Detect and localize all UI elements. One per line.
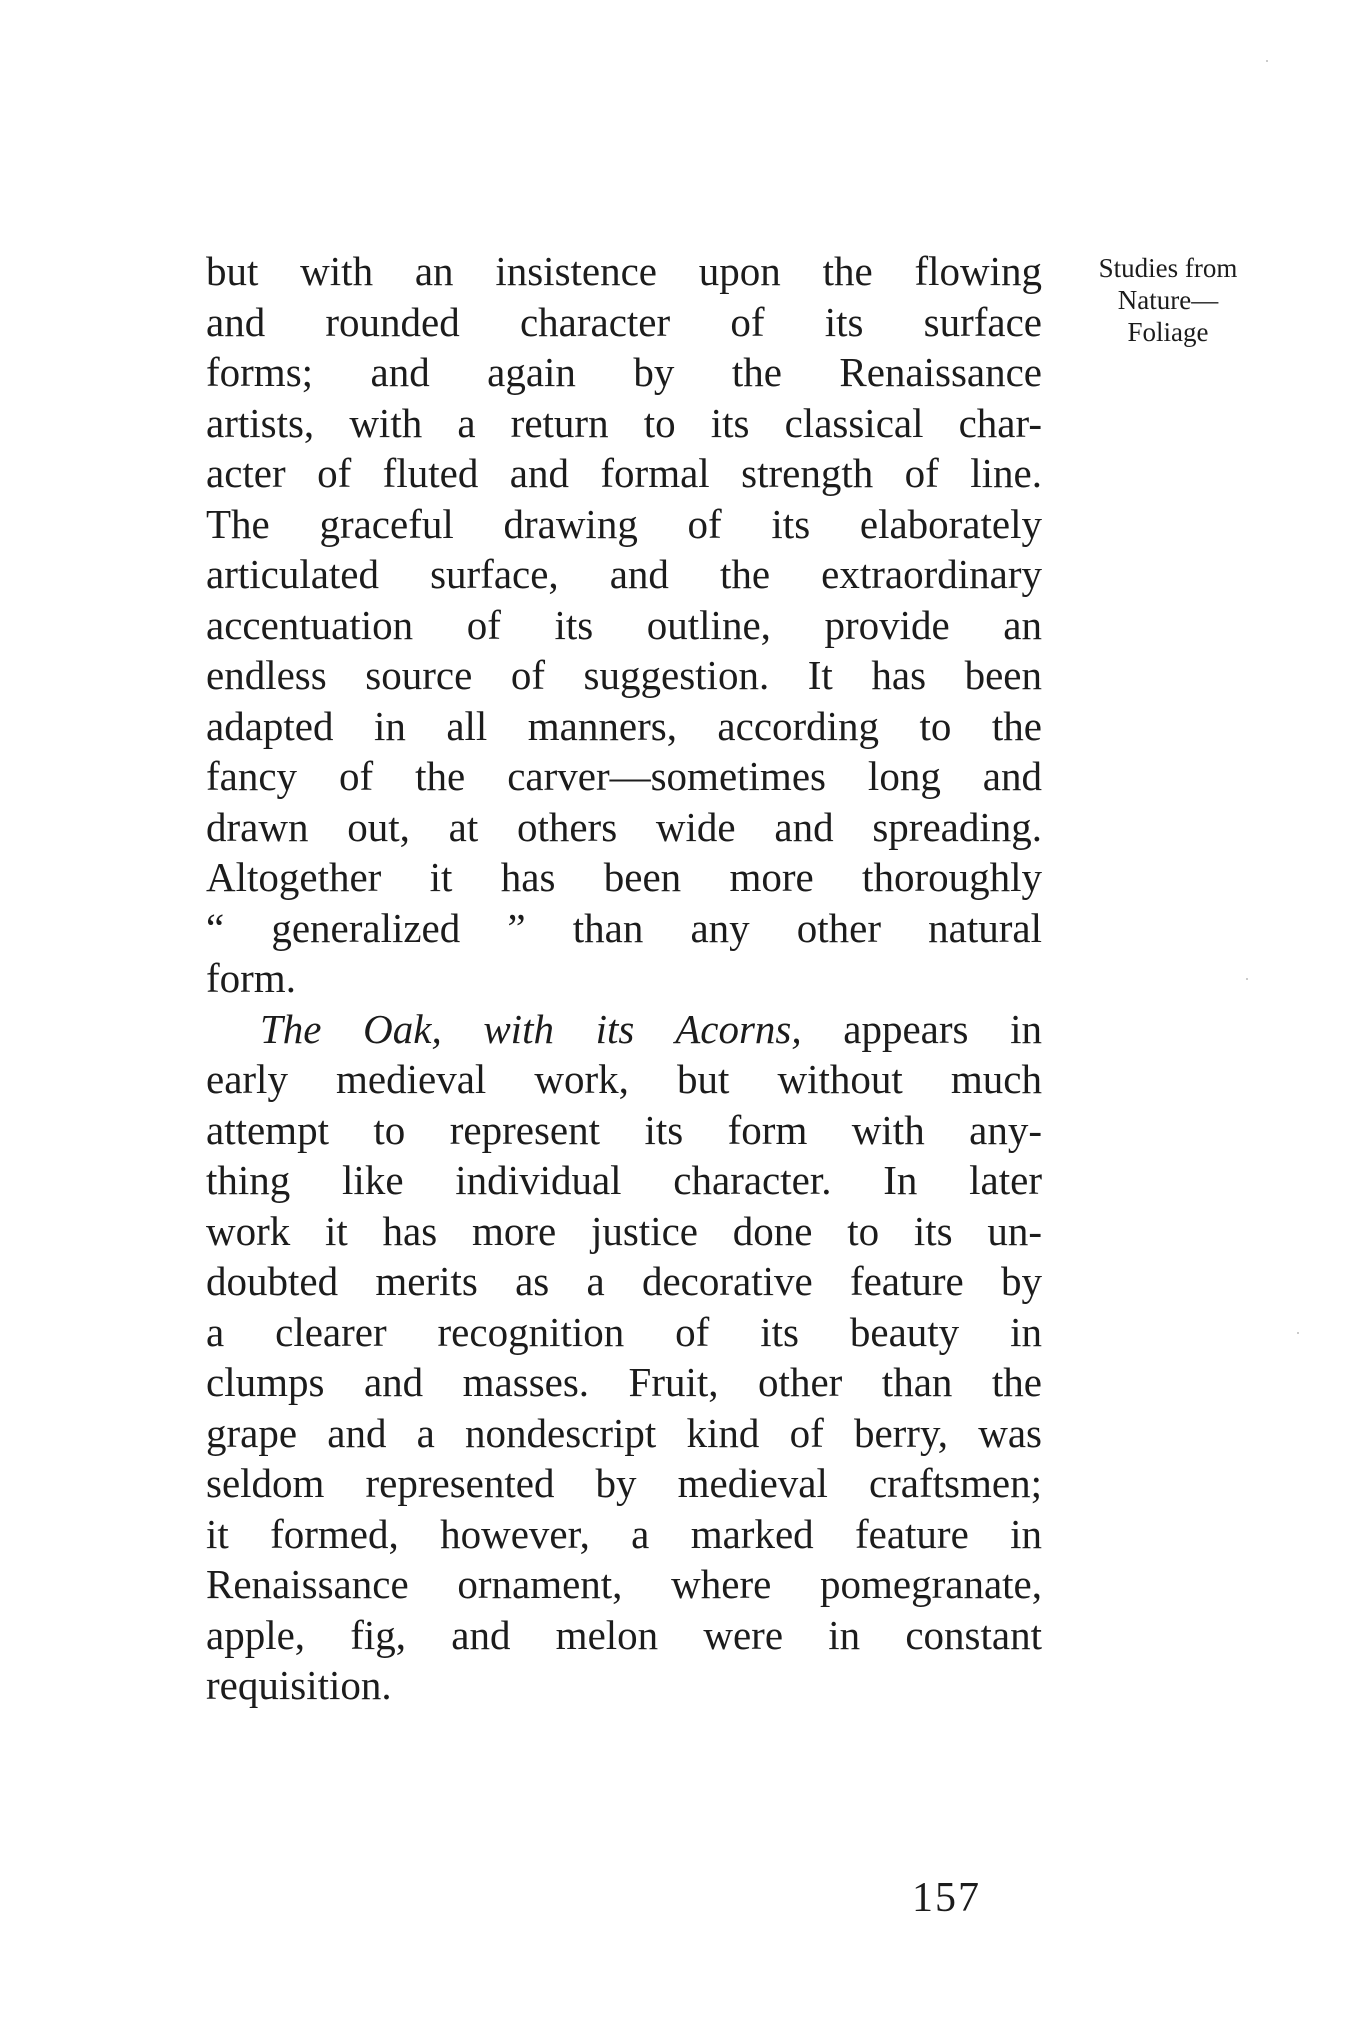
text-line: articulated surface, and the extraordinary bbox=[206, 551, 1042, 597]
text-line: drawn out, at others wide and spreading. bbox=[206, 803, 1042, 850]
paper-speck bbox=[1297, 1332, 1299, 1334]
text-line: accentuation of its outline, provide an bbox=[206, 601, 1042, 648]
text-line: forms; and again by the Renaissance bbox=[206, 349, 1042, 395]
text-line: attempt to represent its form with any- bbox=[206, 1106, 1042, 1153]
text-line: The graceful drawing of its elaborately bbox=[206, 500, 1042, 547]
text-line: it formed, however, a marked feature in bbox=[206, 1510, 1042, 1557]
text-line: seldom represented by medieval craftsmen; bbox=[206, 1460, 1042, 1506]
italic-lead-phrase: The Oak, with its Acorns, bbox=[260, 1005, 802, 1052]
text-line: endless source of suggestion. It has been bbox=[206, 652, 1042, 698]
text-line: Renaissance ornament, where pomegranate, bbox=[206, 1561, 1042, 1607]
text-line: a clearer recognition of its beauty in bbox=[206, 1308, 1042, 1355]
text-line: grape and a nondescript kind of berry, was bbox=[206, 1409, 1042, 1456]
page-number: 157 bbox=[912, 1875, 981, 1921]
text-line: and rounded character of its surface bbox=[206, 298, 1042, 345]
paragraph-first-line bbox=[206, 1004, 1042, 1055]
text-line: clumps and masses. Fruit, other than the bbox=[206, 1359, 1042, 1405]
text-line: doubted merits as a decorative feature by bbox=[206, 1258, 1042, 1304]
margin-note-line: Nature— bbox=[1117, 285, 1219, 315]
body-text bbox=[206, 246, 1042, 1711]
text-line-last: form. bbox=[206, 955, 296, 1001]
text-line: but with an insistence upon the flowing bbox=[206, 248, 1042, 294]
text-line: adapted in all manners, according to the bbox=[206, 702, 1042, 749]
margin-note-line: Studies from bbox=[1098, 253, 1238, 283]
text-line: work it has more justice done to its un- bbox=[206, 1207, 1042, 1254]
text-line: acter of fluted and formal strength of line. bbox=[206, 450, 1042, 496]
paper-speck bbox=[1266, 60, 1268, 62]
text-line: artists, with a return to its classical char- bbox=[206, 399, 1042, 446]
text-line: early medieval work, but without much bbox=[206, 1056, 1042, 1102]
paper-speck bbox=[1246, 978, 1248, 980]
first-line-remainder: appears in bbox=[801, 1005, 1043, 1052]
text-line: apple, fig, and melon were in constant bbox=[206, 1611, 1042, 1658]
text-line-last: requisition. bbox=[206, 1662, 392, 1708]
text-line: Altogether it has been more thoroughly bbox=[206, 854, 1042, 900]
text-line: “ generalized ” than any other natural bbox=[206, 904, 1042, 951]
margin-note bbox=[1062, 252, 1274, 348]
text-line: thing like individual character. In later bbox=[206, 1157, 1042, 1203]
margin-note-line: Foliage bbox=[1127, 317, 1209, 347]
text-line: fancy of the carver—sometimes long and bbox=[206, 753, 1042, 799]
